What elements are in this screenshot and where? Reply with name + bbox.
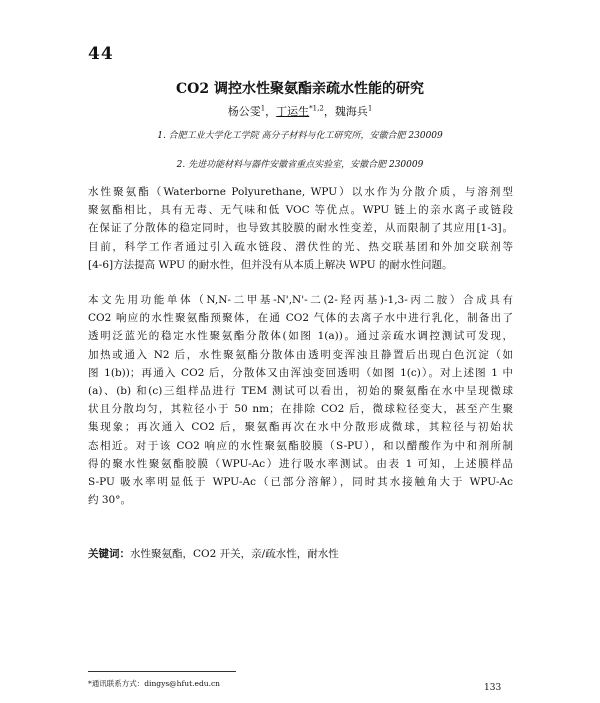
author-separator: ， — [265, 105, 277, 118]
author-line — [0, 103, 600, 119]
paragraph-line: 水性聚氨酯（Waterborne Polyurethane, WPU）以水作为分散介质，与溶剂型 — [88, 186, 513, 198]
footnote-divider — [88, 671, 236, 672]
paragraph-line: 加热或通入 N2 后，水性聚氨酯分散体由透明变浑浊且静置后出现白色沉淀（如 — [88, 348, 513, 361]
paragraph-line: CO2 响应的水性聚氨酯预聚体，在通 CO2 气体的去离子水中进行乳化，制备出了 — [88, 312, 513, 325]
author-affiliation-mark: 1 — [260, 104, 266, 113]
abstract-paragraph — [88, 291, 513, 509]
paragraph-line: 透明泛蓝光的稳定水性聚氨酯分散体(如图 1(a))。通过亲疏水调控测试可发现， — [88, 330, 513, 343]
paragraph-line: 状且分散均匀，其粒径小于 50 nm；在排除 CO2 后，微球粒径变大，甚至产生聚 — [88, 403, 513, 416]
author-affiliation-mark: 1 — [367, 104, 373, 113]
paragraph-line: [4-6]方法提高 WPU 的耐水性，但并没有从本质上解决 WPU 的耐水性问题。 — [88, 258, 453, 271]
paragraph-line: 在保证了分散体的稳定同时，也导致其胶膜的耐水性变差，从而限制了其应用[1-3]。 — [88, 222, 513, 235]
paragraph-line: 图 1(b))；再通入 CO2 后，分散体又由浑浊变回透明（如图 1(c)）。对上述图 1 中 — [88, 366, 513, 379]
abstract-paragraph — [88, 183, 513, 274]
author-name: 杨公雯 — [227, 105, 261, 118]
keywords — [88, 546, 339, 561]
paper-title: CO2 调控水性聚氨酯亲疏水性能的研究 — [176, 81, 424, 97]
keywords-label: 关键词： — [88, 548, 130, 560]
paragraph-line: 集现象；再次通入 CO2 后，聚氨酯再次在水中分散形成微球，其粒径与初始状 — [88, 421, 513, 434]
paragraph-line: 态相近。对于该 CO2 响应的水性聚氨酯胶膜（S-PU），和以醋酸作为中和剂所制 — [88, 439, 513, 452]
keywords-text: 水性聚氨酯，CO2 开关，亲/疏水性，耐水性 — [130, 548, 339, 560]
affiliation-line: 2. 先进功能材料与器件安徽省重点实验室，安徽合肥 230009 — [176, 160, 424, 170]
paragraph-line: 目前，科学工作者通过引入疏水链段、潜伏性的光、热交联基团和外加交联剂等 — [88, 240, 513, 253]
paragraph-line: 约 30°。 — [88, 494, 131, 507]
page-number: 133 — [484, 683, 502, 693]
paragraph-line: S-PU 吸水率明显低于 WPU-Ac（已部分溶解），同时其水接触角大于 WPU-Ac — [88, 476, 513, 489]
paragraph-line: (a)、(b) 和(c)三组样品进行 TEM 测试可以看出，初始的聚氨酯在水中呈现微球 — [88, 385, 513, 398]
paragraph-line: 得的聚水性聚氨酯胶膜（WPU-Ac）进行吸水率测试。由表 1 可知，上述膜样品 — [88, 457, 513, 470]
paragraph-line: 聚氨酯相比，具有无毒、无气味和低 VOC 等优点。WPU 链上的亲水离子或链段 — [88, 204, 513, 217]
affiliation-line: 1. 合肥工业大学化工学院 高分子材料与化工研究所，安徽合肥 230009 — [157, 131, 443, 141]
author-name: 魏海兵 — [334, 105, 368, 118]
abstract-number: 44 — [88, 44, 114, 64]
author-affiliation-mark: *1,2 — [309, 104, 324, 113]
paragraph-line: 本文先用功能单体（N,N-二甲基-N',N'-二(2-羟丙基)-1,3-丙二胺）合成具有 — [88, 294, 513, 306]
corresponding-author-name: 丁运生 — [276, 105, 310, 118]
author-separator: ， — [323, 105, 335, 118]
footnote: *通讯联系方式：dingys@hfut.edu.cn — [88, 679, 220, 688]
